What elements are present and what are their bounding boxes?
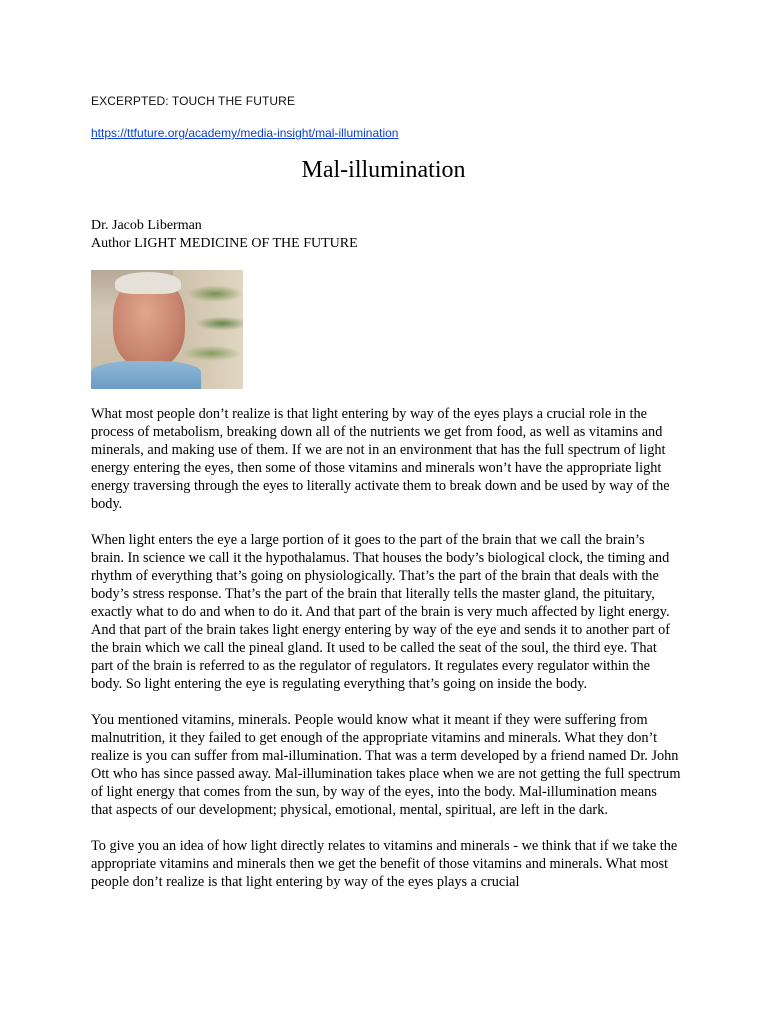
paragraph: When light enters the eye a large portion of it goes to the part of the brain that we call the brain’s brain. In science we call it the hypothalamus. That houses the body’s biological clock, the timing and rhythm of everything that’s going on physiologically. That’s the part of the brain that deals with the body’s stress response. That’s the part of the brain that literally tells the master gland, the pituitary, exactly what to do and when to do it. And that part of the brain is very much affected by light energy. And that part of the brain takes light energy entering by way of the eye and sends it to another part of the brain which we call the pineal gland. It used to be called the seat of the soul, the third eye. That part of the brain is referred to as the regulator of regulators. It regulates every regulator within the body. So light entering the eye is regulating everything that’s going on inside the body.	[91, 532, 670, 692]
paragraph: What most people don’t realize is that light entering by way of the eyes plays a crucial role in the process of metabolism, breaking down all of the nutrients we get from food, as well as vitamins and minerals, and making use of them. If we are not in an environment that has the full spectrum of light energy entering the eyes, then some of those vitamins and minerals won’t have the appropriate light energy traversing through the eyes to literally activate them to break down and be used by way of the body.	[91, 406, 670, 512]
author-book: Author LIGHT MEDICINE OF THE FUTURE	[91, 236, 358, 251]
author-photo	[91, 270, 243, 389]
portrait-shirt	[91, 361, 201, 389]
paragraph: You mentioned vitamins, minerals. People would know what it meant if they were suffering from malnutrition, it they failed to get enough of the appropriate vitamins and minerals. What they don’t realize is you can suffer from mal-illumination. That was a term developed by a friend named Dr. John Ott who has since passed away. Mal-illumination takes place when we are not getting the full spectrum of light energy that comes from the sun, by way of the eyes, into the body. Mal-illumination means that aspects of our development; physical, emotional, mental, spiritual, are left in the dark.	[91, 712, 681, 818]
article-body	[91, 405, 681, 909]
article-title: Mal-illumination	[301, 157, 466, 183]
excerpt-label: EXCERPTED: TOUCH THE FUTURE	[91, 94, 296, 108]
author-name: Dr. Jacob Liberman	[91, 218, 202, 233]
paragraph: To give you an idea of how light directly relates to vitamins and minerals - we think that if we take the appropriate vitamins and minerals then we get the benefit of those vitamins and minerals. What most people don’t realize is that light entering by way of the eyes plays a crucial	[91, 838, 678, 890]
source-link[interactable]: https://ttfuture.org/academy/media-insight/mal-illumination	[91, 126, 399, 140]
portrait-hair	[115, 272, 181, 294]
